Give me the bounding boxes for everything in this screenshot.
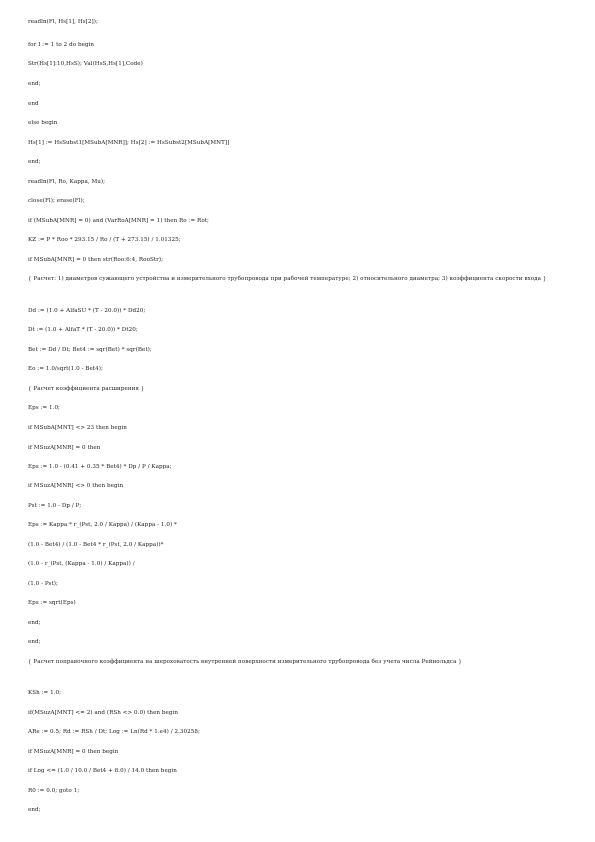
code-line: end (28, 101, 39, 107)
code-comment: { Расчет поправочного коэффициента на шероховатость внутренней поверхности измерительного трубопровода без учета числа Рейнольдса } (28, 659, 462, 665)
code-line: (1.0 - r_(Pst, (Kappa - 1.0) / Kappa)) / (28, 561, 135, 567)
code-line: close(Fl); erase(Fl); (28, 198, 85, 204)
code-line: Dd := (1.0 + AlfaSU * (T - 20.0)) * Dd20; (28, 308, 146, 314)
code-comment: { Расчет: 1) диаметров сужающего устройства и измерительного трубопровода при рабочей температуре; 2) относительного диаметра; 3) коэффициента скорости входа } (28, 276, 547, 282)
code-line: Eps := Kappa * r_(Pst, 2.0 / Kappa) / (Kappa - 1.0) * (28, 522, 177, 528)
code-line: Eo := 1.0/sqrt(1.0 - Bet4); (28, 366, 103, 372)
code-line: if MSubA[MNR] = 0 then str(Roo:6:4, RooStr); (28, 257, 164, 263)
code-line: if MSubA[MNT] <> 23 then begin (28, 425, 127, 431)
code-line: readln(Fl, Hs[1], Hs[2]); (28, 19, 98, 25)
code-line: KZ := P * Roo * 293.15 / Ro / (T + 273.15) / 1.01325; (28, 237, 181, 243)
code-line: end; (28, 807, 41, 813)
code-line: for I := 1 to 2 do begin (28, 42, 95, 48)
code-line: Str(Hs[1]:10,HsS); Val(HsS,Hs[1],Code) (28, 61, 143, 67)
code-line: if MSuzA[MNR] = 0 then begin (28, 749, 119, 755)
code-line: (1.0 - Bet4) / (1.0 - Bet4 * r_(Pst, 2.0 / Kappa))* (28, 542, 164, 548)
code-line: if MSuzA[MNR] <> 0 then begin (28, 483, 124, 489)
code-line: Hs[1] := HsSubst1[MSubA[MNR]]; Hs[2] := HsSubst2[MSubA[MNT]] (28, 140, 230, 146)
code-line: else begin (28, 120, 58, 126)
code-line: if(MSuzA[MNT] <= 2) and (RSh <> 0.0) then begin (28, 710, 179, 716)
code-comment: { Расчет коэффициента расширения } (28, 386, 145, 392)
code-line: if Log <= (1.0 / 10.0 / Bet4 + 8.0) / 14.0 then begin (28, 768, 177, 774)
code-line: R0 := 0.0; goto 1; (28, 788, 80, 794)
code-line: Bet := Dd / Dt; Bet4 := sqr(Bet) * sqr(Bet); (28, 347, 152, 353)
code-line: if MSuzA[MNR] = 0 then (28, 445, 101, 451)
code-line: end; (28, 81, 41, 87)
code-line: KSh := 1.0; (28, 690, 62, 696)
code-line: if (MSubA[MNR] = 0) and (VarRoA[MNR] = 1) then Ro := Rot; (28, 218, 209, 224)
code-line: (1.0 - Pst); (28, 581, 58, 587)
code-line: Eps := 1.0; (28, 405, 60, 411)
code-line: readln(Fl, Ro, Kappa, Mu); (28, 179, 106, 185)
code-line: end; (28, 639, 41, 645)
code-line: Pst := 1.0 - Dp / P; (28, 503, 82, 509)
code-line: Eps := sqrt(Eps) (28, 600, 76, 606)
code-line: Eps := 1.0 - (0.41 + 0.35 * Bet4) * Dp / P / Kappa; (28, 464, 172, 470)
code-line: Dt := (1.0 + AlfaT * (T - 20.0)) * Dt20; (28, 327, 138, 333)
code-line: end; (28, 620, 41, 626)
code-line: ARe := 0.5; Rd := RSh / Dt; Log := Ln(Rd * 1.e4) / 2.30258; (28, 729, 200, 735)
code-line: end; (28, 159, 41, 165)
